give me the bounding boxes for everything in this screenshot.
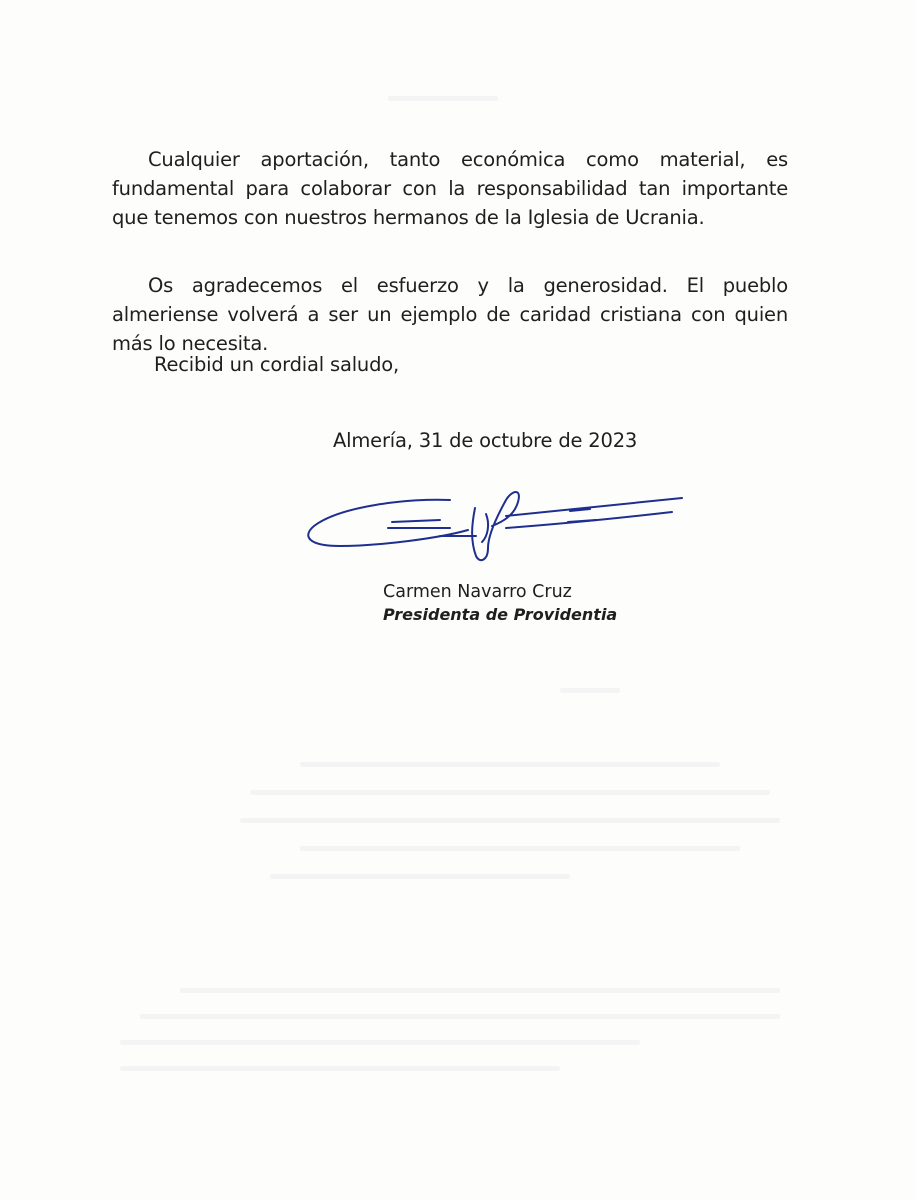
letter-date: Almería, 31 de octubre de 2023 xyxy=(333,429,638,452)
signatory-name: Carmen Navarro Cruz xyxy=(383,582,572,602)
closing-greeting: Recibid un cordial saludo, xyxy=(154,353,399,376)
signatory-title: Presidenta de Providentia xyxy=(383,605,618,624)
body-paragraph-2: Os agradecemos el esfuerzo y la generosidad. El pueblo almeriense volverá a ser un ejemplo de caridad cristiana con quien más lo necesita. xyxy=(112,274,788,355)
handwritten-signature xyxy=(300,478,690,570)
body-paragraph-1: Cualquier aportación, tanto económica como material, es fundamental para colaborar con la responsabilidad tan importante que tenemos con nuestros hermanos de la Iglesia de Ucrania. xyxy=(112,148,788,229)
